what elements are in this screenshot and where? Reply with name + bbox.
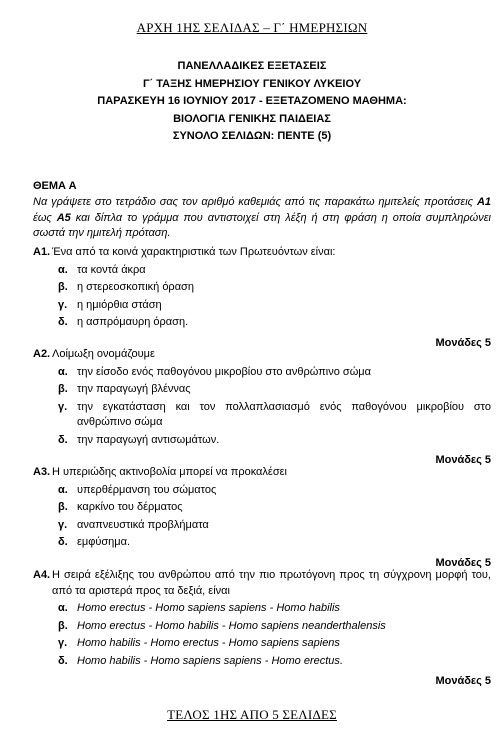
species-name: Homo sapiens sapiens [228,637,340,649]
page-footer: ΤΕΛΟΣ 1ΗΣ ΑΠΟ 5 ΣΕΛΙΔΕΣ [167,707,337,722]
question-number: Α2. [33,348,51,360]
answer-option [58,263,491,279]
answer-option [58,601,491,617]
title-line: ΒΙΟΛΟΓΙΑ ΓΕΝΙΚΗΣ ΠΑΙΔΕΙΑΣ [173,112,331,125]
instructions [33,195,491,242]
separator: - [261,654,272,667]
option-letter: γ. [58,400,68,413]
question-a2 [33,347,491,469]
species-name: Homo sapiens sapiens [155,602,267,614]
option-letter: α. [58,483,68,496]
separator: - [140,654,151,667]
instructions-text: έως [33,211,57,224]
option-text: καρκίνο του δέρματος [77,501,183,513]
question-a4 [33,568,491,690]
separator: - [218,637,229,649]
option-text: την παραγωγή βλέννας [77,383,191,395]
option-letter: δ. [58,433,68,446]
title-line: Γ΄ ΤΑΞΗΣ ΗΜΕΡΗΣΙΟΥ ΓΕΝΙΚΟΥ ΛΥΚΕΙΟΥ [142,77,362,90]
title-line: ΠΑΡΑΣΚΕΥΗ 16 ΙΟΥΝΙΟΥ 2017 - ΕΞΕΤΑΖΟΜΕΝΟ ΜΑΘΗΜΑ: [97,95,407,107]
option-letter: β. [58,501,68,513]
species-name: Homo habilis [155,619,219,632]
option-text: η στερεοσκοπική όραση [77,281,194,293]
option-letter: β. [58,619,68,632]
question-text: Η σειρά εξέλιξης του ανθρώπου από την πιο πρωτόγονη προς τη σύγχρονη μορφή του, από τα αριστερά προς τα δεξιά, είναι [52,569,491,597]
species-name: Homo erectus [271,654,340,667]
option-text: την παραγωγή αντισωμάτων. [77,433,220,446]
question-text: Λοίμωξη ονομάζουμε [52,348,155,360]
marks-label: Μονάδες 5 [435,336,491,349]
answer-option [58,483,491,499]
option-text: εμφύσημα. [77,536,131,548]
species-name: Homo habilis [77,654,141,667]
title-line: ΠΑΝΕΛΛΑΔΙΚΕΣ ΕΞΕΤΑΣΕΙΣ [177,60,327,72]
instructions-first-question: Α1 [476,196,491,208]
question-number: Α1. [33,246,51,258]
separator: - [266,602,277,614]
option-letter: δ. [58,654,68,667]
page-header: ΑΡΧΗ 1ΗΣ ΣΕΛΙΔΑΣ – Γ΄ ΗΜΕΡΗΣΙΩΝ [136,20,368,35]
question-number: Α4. [33,569,51,581]
separator: - [218,619,229,632]
marks-label: Μονάδες 5 [435,675,491,687]
option-letter: γ. [58,518,68,531]
answer-option [58,365,491,381]
answer-option [58,500,491,516]
instructions-text: Να γράψετε στο τετράδιο σας τον αριθμό καθεμιάς από τις παρακάτω ημιτελείς προτάσεις [33,196,477,208]
option-text: υπερθέρμανση του σώματος [77,483,217,496]
species-name: Homo sapiens sapiens [150,654,262,667]
option-letter: β. [58,383,68,395]
species-name: Homo erectus [77,619,146,632]
question-a3 [33,465,491,571]
option-text: αναπνευστικά προβλήματα [77,518,209,531]
answer-option [58,535,491,551]
answer-option [58,518,491,534]
option-text: η ημιόρθια στάση [77,298,162,311]
marks-label: Μονάδες 5 [435,454,491,466]
answer-option [58,382,491,398]
answer-option [58,433,491,449]
species-name: Homo erectus [150,637,219,649]
question-text: Ένα από τα κοινά χαρακτηριστικά των Πρωτευόντων είναι: [52,246,336,258]
separator: - [145,619,156,632]
option-end: . [339,654,343,667]
separator: - [140,637,151,649]
answer-option [58,298,491,314]
theme-heading: ΘΕΜΑ Α [33,180,77,192]
instructions-text: και δίπλα το γράμμα που αντιστοιχεί στη λέξη ή στη φράση η οποία συμπληρώνει σωστά την ημιτελή πρόταση. [33,211,492,239]
answer-option [58,280,491,296]
species-name: Homo habilis [77,637,141,649]
answer-option [58,636,491,652]
answer-option [58,400,491,431]
option-letter: γ. [58,637,68,649]
option-text: την είσοδο ενός παθογόνου μικροβίου στο ανθρώπινο σώμα [77,365,372,378]
species-name: Homo erectus [77,602,146,614]
separator: - [145,602,156,614]
question-a1 [33,245,491,351]
option-text: την εγκατάσταση και τον πολλαπλασιασμό ενός παθογόνου μικροβίου στο ανθρώπινο σώμα [77,400,491,428]
instructions-last-question: Α5 [56,211,71,224]
title-line: ΣΥΝΟΛΟ ΣΕΛΙΔΩΝ: ΠΕΝΤΕ (5) [172,130,332,142]
answer-option [58,315,491,331]
option-letter: δ. [58,316,68,328]
option-letter: α. [58,365,68,378]
option-letter: δ. [58,536,68,548]
option-letter: β. [58,281,68,293]
option-text: τα κοντά άκρα [77,263,146,276]
species-name: Homo sapiens neanderthalensis [228,619,386,632]
species-name: Homo habilis [276,602,340,614]
option-letter: α. [58,263,68,276]
option-letter: α. [58,602,68,614]
answer-option [58,619,491,635]
exam-title-block [0,58,504,146]
option-letter: γ. [58,298,68,311]
question-text: Η υπεριώδης ακτινοβολία μπορεί να προκαλέσει [52,466,287,478]
answer-option [58,654,491,670]
option-text: η ασπρόμαυρη όραση. [77,316,189,328]
question-number: Α3. [33,466,51,478]
marks-label: Μονάδες 5 [435,556,491,569]
